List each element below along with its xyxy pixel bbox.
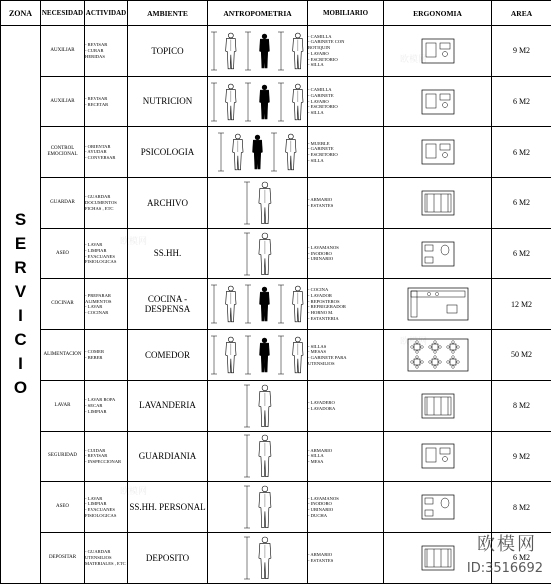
- actividad-cell: [85, 330, 128, 381]
- faint-watermark: 欧模网: [400, 52, 427, 65]
- dimension-line-icon: [243, 485, 251, 529]
- dimension-line-icon: [210, 82, 218, 122]
- ergonomia-cell: [384, 76, 492, 127]
- antropometria-cell: [208, 330, 308, 381]
- area-cell: 50 M2: [492, 330, 551, 381]
- dimension-line-icon: [243, 536, 251, 580]
- mobiliario-cell: [308, 482, 384, 533]
- human-figure-icon: [257, 232, 273, 276]
- table-row: [1, 330, 551, 381]
- ambiente-cell: SS.HH.: [128, 228, 208, 279]
- necesidad-cell: GUARDAR: [41, 178, 85, 229]
- ergonomia-cell: [384, 26, 492, 77]
- mobiliario-cell: [308, 127, 384, 178]
- actividad-line: - REVISAR: [85, 453, 127, 459]
- area-cell: 6 M2: [492, 127, 551, 178]
- antropometria-cell: [208, 431, 308, 482]
- necesidad-cell: CONTROL EMOCIONAL: [41, 127, 85, 178]
- header-actividad: ACTIVIDAD: [85, 1, 128, 26]
- actividad-cell: [85, 431, 128, 482]
- ergonomia-cell: [384, 228, 492, 279]
- mobiliario-line: - ESTANTES: [308, 558, 383, 564]
- ergonomia-cell: [384, 482, 492, 533]
- dimension-line-icon: [244, 82, 252, 122]
- area-cell: 8 M2: [492, 482, 551, 533]
- actividad-line: - INSPECCIONAR: [85, 459, 127, 465]
- human-figure-icon: [257, 384, 273, 428]
- actividad-line: - LAVAR: [85, 242, 127, 248]
- actividad-line: - CURAR: [85, 48, 127, 54]
- actividad-line: - LIMPIAR: [85, 409, 127, 415]
- header-zona: ZONA: [1, 1, 41, 26]
- mobiliario-line: - LAVABO: [308, 51, 383, 57]
- header-row: [1, 1, 551, 26]
- mobiliario-line: - REFRIGERADOR: [308, 304, 383, 310]
- mobiliario-line: - LAVADOR: [308, 293, 383, 299]
- mobiliario-line: - SILLA: [308, 110, 383, 116]
- actividad-line: UTENSILIOS: [85, 555, 127, 561]
- mobiliario-line: - GABINETE CON: [308, 39, 383, 45]
- antropometria-cell: [208, 228, 308, 279]
- dimension-line-icon: [277, 31, 285, 71]
- table-row: [1, 26, 551, 77]
- actividad-line: - LAVAR: [85, 304, 127, 310]
- mobiliario-line: - COCINA: [308, 287, 383, 293]
- ergonomic-plan-icon: [421, 545, 455, 571]
- actividad-cell: [85, 127, 128, 178]
- mobiliario-line: - MESAS: [308, 349, 383, 355]
- dimension-line-icon: [210, 31, 218, 71]
- area-cell: 12 M2: [492, 279, 551, 330]
- mobiliario-line: - LAVADORA: [308, 406, 383, 412]
- dimension-line-icon: [243, 232, 251, 276]
- area-cell: 6 M2: [492, 76, 551, 127]
- actividad-line: - GUARDAR: [85, 549, 127, 555]
- ergonomic-plan-icon: [421, 89, 455, 115]
- actividad-line: FISIOLOGICAS: [85, 259, 127, 265]
- mobiliario-line: - SILLA: [308, 453, 383, 459]
- dimension-line-icon: [277, 82, 285, 122]
- human-figure-icon: [257, 181, 273, 225]
- mobiliario-line: - INODORO: [308, 501, 383, 507]
- actividad-line: DOCUMENTOS: [85, 200, 127, 206]
- human-figure-icon: [258, 337, 271, 373]
- table-row: [1, 127, 551, 178]
- ergonomic-plan-icon: [421, 190, 455, 216]
- table-row: [1, 228, 551, 279]
- actividad-line: - EVACUANES: [85, 254, 127, 260]
- actividad-line: - ORIENTAR: [85, 144, 127, 150]
- antropometria-cell: [208, 178, 308, 229]
- header-antropometria: ANTROPOMETRIA: [208, 1, 308, 26]
- ambiente-cell: GUARDIANIA: [128, 431, 208, 482]
- actividad-line: MATERIALES , ETC: [85, 561, 127, 567]
- mobiliario-cell: [308, 228, 384, 279]
- antropometria-cell: [208, 380, 308, 431]
- area-cell: 9 M2: [492, 431, 551, 482]
- actividad-line: FICHAS , ETC: [85, 206, 127, 212]
- mobiliario-line: - ESTANTERIA: [308, 316, 383, 322]
- dimension-line-icon: [210, 284, 218, 324]
- ergonomic-plan-icon: [421, 443, 455, 469]
- necesidad-cell: DEPOSITAR: [41, 532, 85, 583]
- human-figure-icon: [291, 336, 305, 374]
- actividad-cell: [85, 279, 128, 330]
- ambiente-cell: SS.HH. PERSONAL: [128, 482, 208, 533]
- zona-letter: I: [18, 352, 23, 376]
- necesidad-cell: ASEO: [41, 482, 85, 533]
- mobiliario-cell: [308, 178, 384, 229]
- mobiliario-line: - GABINETE: [308, 146, 383, 152]
- dimension-line-icon: [270, 132, 278, 172]
- watermark-logo: 欧模网: [477, 530, 537, 556]
- mobiliario-line: - ARMARIO: [308, 448, 383, 454]
- ambiente-cell: LAVANDERIA: [128, 380, 208, 431]
- ambiente-cell: NUTRICION: [128, 76, 208, 127]
- actividad-cell: [85, 380, 128, 431]
- dimension-line-icon: [243, 181, 251, 225]
- actividad-line: - PREPARAR: [85, 293, 127, 299]
- zona-letter: O: [14, 376, 27, 400]
- zona-letter: V: [15, 280, 26, 304]
- necesidad-cell: AUXILIAR: [41, 26, 85, 77]
- faint-watermark: 欧模网: [120, 234, 147, 247]
- ergonomic-plan-icon: [421, 393, 455, 419]
- actividad-line: HERIDAS: [85, 54, 127, 60]
- dimension-line-icon: [244, 284, 252, 324]
- actividad-line: - REVISAR: [85, 96, 127, 102]
- actividad-line: - REVISAR: [85, 42, 127, 48]
- dimension-line-icon: [243, 384, 251, 428]
- mobiliario-line: - LAVAMANOS: [308, 496, 383, 502]
- actividad-cell: [85, 178, 128, 229]
- necesidad-cell: LAVAR: [41, 380, 85, 431]
- ambiente-cell: COCINA - DESPENSA: [128, 279, 208, 330]
- mobiliario-line: - LAVABO: [308, 99, 383, 105]
- actividad-line: FISIOLOGICAS: [85, 513, 127, 519]
- dimension-line-icon: [244, 335, 252, 375]
- actividad-line: - AYUDAR: [85, 149, 127, 155]
- human-figure-icon: [258, 84, 271, 120]
- human-figure-icon: [257, 434, 273, 478]
- table-row: [1, 380, 551, 431]
- human-figure-icon: [251, 134, 264, 170]
- mobiliario-cell: [308, 76, 384, 127]
- actividad-line: - EVACUANES: [85, 507, 127, 513]
- mobiliario-line: - HORNO M.: [308, 310, 383, 316]
- antropometria-cell: [208, 279, 308, 330]
- dimension-line-icon: [210, 335, 218, 375]
- mobiliario-line: - MUEBLE: [308, 141, 383, 147]
- mobiliario-line: - ESCRITORIO: [308, 104, 383, 110]
- mobiliario-line: - REPOSTEROS: [308, 299, 383, 305]
- human-figure-icon: [231, 133, 245, 171]
- mobiliario-line: - CAMILLA: [308, 34, 383, 40]
- mobiliario-cell: [308, 330, 384, 381]
- mobiliario-line: - URINARIO: [308, 507, 383, 513]
- ergonomia-cell: [384, 279, 492, 330]
- ambiente-cell: PSICOLOGIA: [128, 127, 208, 178]
- area-cell: 9 M2: [492, 26, 551, 77]
- mobiliario-line: - LAVADERO: [308, 400, 383, 406]
- mobiliario-line: - GABINETE PARA: [308, 355, 383, 361]
- ergonomic-plan-icon: [407, 287, 469, 321]
- area-cell: 6 M2: [492, 228, 551, 279]
- human-figure-icon: [291, 285, 305, 323]
- necesidad-cell: ALIMENTACION: [41, 330, 85, 381]
- mobiliario-cell: [308, 380, 384, 431]
- zona-letter: I: [18, 304, 23, 328]
- mobiliario-line: - SILLA: [308, 158, 383, 164]
- ergonomia-cell: [384, 431, 492, 482]
- mobiliario-cell: [308, 26, 384, 77]
- table-row: [1, 76, 551, 127]
- actividad-line: - LIMPIAR: [85, 501, 127, 507]
- mobiliario-line: - URINARIO: [308, 256, 383, 262]
- actividad-line: - LAVAR ROPA: [85, 397, 127, 403]
- faint-watermark: 欧模网: [120, 484, 147, 497]
- human-figure-icon: [258, 33, 271, 69]
- dimension-line-icon: [277, 335, 285, 375]
- ergonomia-cell: [384, 127, 492, 178]
- zona-letter: E: [15, 232, 26, 256]
- actividad-line: - CONVERSAR: [85, 155, 127, 161]
- actividad-cell: [85, 26, 128, 77]
- actividad-line: - SECAR: [85, 403, 127, 409]
- mobiliario-line: - INODORO: [308, 251, 383, 257]
- human-figure-icon: [291, 83, 305, 121]
- header-ergonomia: ERGONOMIA: [384, 1, 492, 26]
- table-row: [1, 482, 551, 533]
- watermark-id: ID:3516692: [467, 561, 543, 576]
- table-row: [1, 178, 551, 229]
- dimension-line-icon: [217, 132, 225, 172]
- mobiliario-cell: [308, 431, 384, 482]
- dimension-line-icon: [243, 434, 251, 478]
- actividad-line: - RECETAR: [85, 102, 127, 108]
- ambiente-cell: ARCHIVO: [128, 178, 208, 229]
- area-cell: 6 M2: [492, 532, 551, 583]
- zona-letter: S: [15, 208, 26, 232]
- human-figure-icon: [224, 83, 238, 121]
- mobiliario-line: - MESA: [308, 459, 383, 465]
- actividad-cell: [85, 76, 128, 127]
- mobiliario-line: - GABINETE: [308, 93, 383, 99]
- mobiliario-line: - ESCRITORIO: [308, 57, 383, 63]
- mobiliario-line: UTENSILIOS: [308, 361, 383, 367]
- actividad-line: - BEBER: [85, 355, 127, 361]
- header-ambiente: AMBIENTE: [128, 1, 208, 26]
- ergonomia-cell: [384, 380, 492, 431]
- table-row: [1, 431, 551, 482]
- mobiliario-line: - SILLAS: [308, 344, 383, 350]
- mobiliario-line: - ARMARIO: [308, 552, 383, 558]
- ergonomic-plan-icon: [421, 241, 455, 267]
- zona-letter: R: [14, 256, 26, 280]
- actividad-line: - LIMPIAR: [85, 248, 127, 254]
- mobiliario-line: BOTIQUIN: [308, 45, 383, 51]
- ergonomic-plan-icon: [421, 139, 455, 165]
- mobiliario-line: - ESCRITORIO: [308, 152, 383, 158]
- zona-letter: C: [14, 328, 26, 352]
- table-row: [1, 279, 551, 330]
- human-figure-icon: [284, 133, 298, 171]
- area-cell: 6 M2: [492, 178, 551, 229]
- necesidad-cell: AUXILIAR: [41, 76, 85, 127]
- ambiente-cell: DEPOSITO: [128, 532, 208, 583]
- antropometria-cell: [208, 26, 308, 77]
- area-cell: 8 M2: [492, 380, 551, 431]
- antropometria-cell: [208, 76, 308, 127]
- mobiliario-line: - ESTANTES: [308, 203, 383, 209]
- necesidad-cell: ASEO: [41, 228, 85, 279]
- mobiliario-line: - DUCHA: [308, 513, 383, 519]
- actividad-cell: [85, 532, 128, 583]
- actividad-line: - COCINAR: [85, 310, 127, 316]
- human-figure-icon: [224, 32, 238, 70]
- mobiliario-line: - CAMILLA: [308, 87, 383, 93]
- ergonomia-cell: [384, 178, 492, 229]
- mobiliario-cell: [308, 279, 384, 330]
- actividad-line: - LAVAR: [85, 496, 127, 502]
- human-figure-icon: [257, 485, 273, 529]
- actividad-line: ALIMENTOS: [85, 299, 127, 305]
- antropometria-cell: [208, 127, 308, 178]
- human-figure-icon: [257, 536, 273, 580]
- mobiliario-line: - LAVAMANOS: [308, 245, 383, 251]
- human-figure-icon: [258, 286, 271, 322]
- actividad-line: - GUARDAR: [85, 194, 127, 200]
- faint-watermark: 欧模网: [400, 334, 427, 347]
- dimension-line-icon: [277, 284, 285, 324]
- actividad-line: - CUIDAR: [85, 448, 127, 454]
- human-figure-icon: [291, 32, 305, 70]
- header-area: AREA: [492, 1, 551, 26]
- antropometria-cell: [208, 482, 308, 533]
- necesidad-cell: COCINAR: [41, 279, 85, 330]
- ambiente-cell: TOPICO: [128, 26, 208, 77]
- mobiliario-line: - ARMARIO: [308, 197, 383, 203]
- human-figure-icon: [224, 285, 238, 323]
- antropometria-cell: [208, 532, 308, 583]
- necesidad-cell: SEGURIDAD: [41, 431, 85, 482]
- ambiente-cell: COMEDOR: [128, 330, 208, 381]
- mobiliario-cell: [308, 532, 384, 583]
- human-figure-icon: [224, 336, 238, 374]
- header-necesidad: NECESIDAD: [41, 1, 85, 26]
- mobiliario-line: - SILLA: [308, 62, 383, 68]
- dimension-line-icon: [244, 31, 252, 71]
- actividad-line: - COMER: [85, 349, 127, 355]
- ergonomic-plan-icon: [421, 494, 455, 520]
- zona-cell: [1, 26, 41, 584]
- header-mobiliario: MOBILIARIO: [308, 1, 384, 26]
